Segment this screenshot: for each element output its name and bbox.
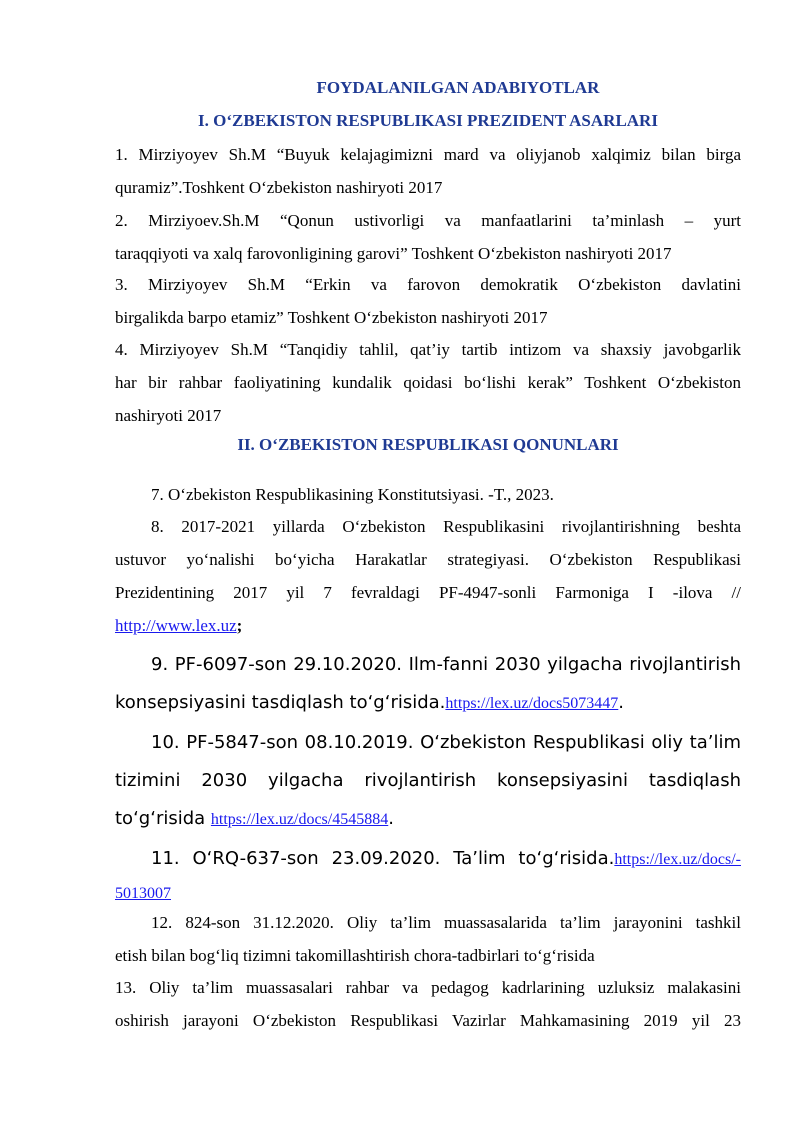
references-title: FOYDALANILGAN ADABIYOTLAR bbox=[316, 78, 600, 97]
reference-item-12 bbox=[115, 906, 741, 972]
reference-item-7: 7. O‘zbekiston Respublikasining Konstitutsiyasi. -T., 2023. bbox=[151, 485, 554, 504]
lex-uz-docs-link-part-1[interactable]: https://lex.uz/docs/- bbox=[614, 851, 741, 868]
reference-item-8-tail: ; bbox=[236, 616, 243, 635]
reference-item-13-line-2: oshirish jarayoni O‘zbekiston Respublikasi Vazirlar Mahkamasining 2019 yil 23 bbox=[115, 1011, 741, 1030]
reference-item-10-line-1: 10. PF-5847-son 08.10.2019. O‘zbekiston Respublikasi oliy ta’lim bbox=[151, 732, 741, 753]
reference-item-1-line-2: quramiz”.Toshkent O‘zbekiston nashiryoti 2017 bbox=[115, 178, 443, 197]
reference-item-2-line-2: taraqqiyoti va xalq farovonligining garovi” Toshkent O‘zbekiston nashiryoti 2017 bbox=[115, 244, 672, 263]
lex-uz-link[interactable]: http://www.lex.uz bbox=[115, 616, 237, 635]
reference-item-9-line-1: 9. PF-6097-son 29.10.2020. Ilm-fanni 2030 yilgacha rivojlantirish bbox=[151, 654, 741, 675]
reference-item-8 bbox=[115, 510, 741, 642]
reference-item-11-text: 11. O‘RQ-637-son 23.09.2020. Ta’lim to‘g‘risida. bbox=[151, 848, 615, 869]
reference-item-2 bbox=[115, 204, 741, 270]
lex-uz-docs-4545884-link[interactable]: https://lex.uz/docs/4545884 bbox=[210, 811, 389, 828]
reference-item-10-line-2: tizimini 2030 yilgacha rivojlantirish konsepsiyasini tasdiqlash bbox=[115, 770, 741, 791]
reference-item-8-line-4 bbox=[115, 609, 741, 642]
reference-item-9-line-2 bbox=[115, 684, 741, 723]
reference-item-4-line-1: 4. Mirziyoyev Sh.M “Tanqidiy tahlil, qat’iy tartib intizom va shaxsiy javobgarlik bbox=[115, 340, 741, 359]
reference-item-10-line-3 bbox=[115, 800, 741, 839]
reference-item-2-line-1: 2. Mirziyoev.Sh.M “Qonun ustivorligi va manfaatlarini ta’minlash – yurt bbox=[115, 211, 741, 230]
reference-item-11 bbox=[115, 840, 741, 908]
reference-item-13-line-1: 13. Oliy ta’lim muassasalari rahbar va pedagog kadrlarining uzluksiz malakasini bbox=[115, 978, 741, 997]
lex-uz-docs5073447-link[interactable]: https://lex.uz/docs5073447 bbox=[445, 695, 619, 712]
reference-item-11-line-2 bbox=[115, 879, 741, 908]
reference-item-10-tail: . bbox=[388, 808, 394, 829]
reference-item-4-line-3: nashiryoti 2017 bbox=[115, 406, 222, 425]
reference-item-3-line-1: 3. Mirziyoyev Sh.M “Erkin va farovon demokratik O‘zbekiston davlatini bbox=[115, 275, 741, 294]
reference-item-8-line-1: 8. 2017-2021 yillarda O‘zbekiston Respublikasini rivojlantirishning beshta bbox=[151, 517, 741, 536]
reference-item-3-line-2: birgalikda barpo etamiz” Toshkent O‘zbekiston nashiryoti 2017 bbox=[115, 308, 548, 327]
reference-item-8-line-3: Prezidentining 2017 yil 7 fevraldagi PF-4947-sonli Farmoniga I -ilova // bbox=[115, 583, 741, 602]
reference-item-1 bbox=[115, 138, 741, 204]
reference-item-4-line-2: har bir rahbar faoliyatining kundalik qoidasi bo‘lishi kerak” Toshkent O‘zbekiston bbox=[115, 373, 741, 392]
reference-item-1-line-1: 1. Mirziyoyev Sh.M “Buyuk kelajagimizni mard va oliyjanob xalqimiz bilan birga bbox=[115, 145, 741, 164]
reference-item-9-tail: . bbox=[618, 692, 625, 713]
reference-item-11-line-1 bbox=[115, 840, 741, 879]
reference-item-9 bbox=[115, 646, 741, 723]
reference-item-4 bbox=[115, 333, 741, 432]
reference-item-9-text: konsepsiyasini tasdiqlash to‘g‘risida. bbox=[115, 692, 446, 713]
reference-item-12-line-2: etish bilan bog‘liq tizimni takomillashtirish chora-tadbirlari to‘g‘risida bbox=[115, 946, 595, 965]
lex-uz-docs-link-part-2[interactable]: 5013007 bbox=[115, 885, 171, 902]
reference-item-12-line-1: 12. 824-son 31.12.2020. Oliy ta’lim muassasalarida ta’lim jarayonini tashkil bbox=[151, 913, 741, 932]
reference-item-10-text: to‘g‘risida bbox=[115, 808, 211, 829]
reference-item-10 bbox=[115, 724, 741, 839]
reference-item-8-line-2: ustuvor yo‘nalishi bo‘yicha Harakatlar strategiyasi. O‘zbekiston Respublikasi bbox=[115, 550, 741, 569]
section-1-heading: I. O‘ZBEKISTON RESPUBLIKASI PREZIDENT ASARLARI bbox=[198, 111, 658, 130]
reference-item-3 bbox=[115, 268, 741, 334]
section-2-heading: II. O‘ZBEKISTON RESPUBLIKASI QONUNLARI bbox=[237, 435, 619, 454]
reference-item-13 bbox=[115, 971, 741, 1037]
